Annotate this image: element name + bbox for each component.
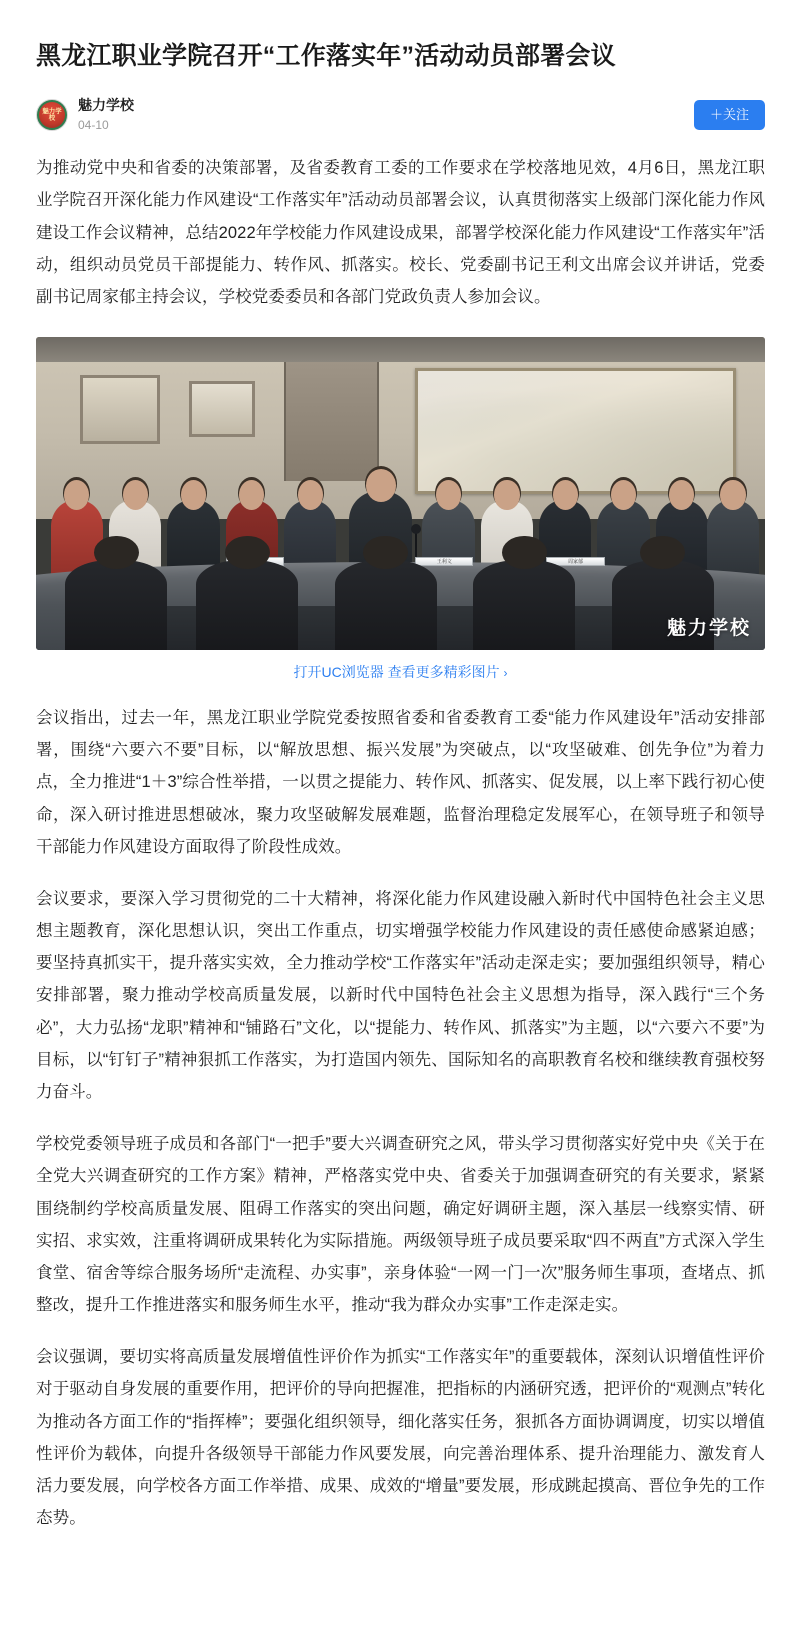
- paragraph-5: 会议强调，要切实将高质量发展增值性评价作为抓实“工作落实年”的重要载体，深刻认识增值性评价对于驱动自身发展的重要作用，把评价的导向把握准，把指标的内涵研究透，把评价的“观测点”转化为推动各方面工作的“指挥棒”；要强化组织领导，细化落实任务，狠抓各方面协调调度，切实以增值性评价为载体，向提升各级领导干部能力作风要发展，向完善治理体系、提升治理能力、激发育人活力要发展，向学校各方面工作举措、成果、成效的“增量”要发展，形成跳起摸高、晋位争先的工作态势。: [36, 1348, 765, 1528]
- page-title: 黑龙江职业学院召开“工作落实年”活动动员部署会议: [36, 42, 616, 70]
- paragraph-3: 会议要求，要深入学习贯彻党的二十大精神，将深化能力作风建设融入新时代中国特色社会主义思想主题教育，深化思想认识，突出工作重点，切实增强学校能力作风建设的责任感使命感紧迫感；要坚持真抓实干，提升落实实效，全力推动学校“工作落实年”活动走深走实；要加强组织领导，精心安排部署，聚力推动学校高质量发展，以新时代中国特色社会主义思想为指导，深入践行“三个务必”，大力弘扬“龙职”精神和“铺路石”文化，以“提能力、转作风、抓落实”为主题，以“六要六不要”为目标，以“钉钉子”精神狠抓工作落实，为打造国内领先、国际知名的高职教育名校和继续教育强校努力奋斗。: [36, 889, 765, 1101]
- photo-foreground: [36, 556, 765, 650]
- photo-nameplate: 王利文: [415, 557, 473, 566]
- photo-foreground-person: [196, 560, 298, 650]
- article-figure: [36, 337, 765, 682]
- byline-meta: [78, 96, 694, 134]
- photo-foreground-person: [65, 560, 167, 650]
- photo-watermark: 魅力学校: [666, 618, 751, 640]
- open-uc-browser-label: 打开UC浏览器 查看更多精彩图片: [293, 664, 500, 681]
- conference-photo[interactable]: [36, 337, 765, 650]
- photo-foreground-person: [335, 560, 437, 650]
- photo-nameplate: 周家郁: [546, 557, 604, 566]
- author-name[interactable]: 魅力学校: [78, 97, 134, 114]
- open-uc-browser-link[interactable]: [36, 662, 765, 682]
- article-body-rest: [36, 702, 765, 1534]
- avatar-label: 魅力学校: [42, 108, 62, 122]
- paragraph-4: 学校党委领导班子成员和各部门“一把手”要大兴调查研究之风，带头学习贯彻落实好党中央《关于在全党大兴调查研究的工作方案》精神，严格落实党中央、省委关于加强调查研究的有关要求，紧紧围绕制约学校高质量发展、阻碍工作落实的突出问题，确定好调研主题，深入基层一线察实情、研实招、求实效，注重将调研成果转化为实际措施。两级领导班子成员要采取“四不两直”方式深入学生食堂、宿舍等综合服务场所“走流程、办实事”，亲身体验“一网一门一次”服务师生事项，查堵点、抓整改，提升工作推进落实和服务师生水平，推动“我为群众办实事”工作走深走实。: [36, 1135, 765, 1315]
- avatar[interactable]: [36, 99, 68, 131]
- photo-door: [284, 362, 379, 481]
- avatar-inner: [39, 102, 65, 128]
- follow-button[interactable]: ＋关注: [694, 100, 765, 130]
- photo-wall-frame-2: [189, 381, 255, 437]
- paragraph-1: 为推动党中央和省委的决策部署，及省委教育工委的工作要求在学校落地见效，4月6日，黑龙江职业学院召开深化能力作风建设“工作落实年”活动动员部署会议，认真贯彻落实上级部门深化能力作风建设工作会议精神，总结2022年学校能力作风建设成果，部署学校深化能力作风建设“工作落实年”活动，组织动员党员干部提能力、转作风、抓落实。校长、党委副书记王利文出席会议并讲话，党委副书记周家郁主持会议，学校党委委员和各部门党政负责人参加会议。: [36, 159, 765, 306]
- chevron-right-icon: ›: [503, 666, 508, 681]
- publish-date: 04-10: [78, 118, 109, 133]
- byline: [36, 96, 765, 134]
- article-body: [36, 152, 765, 313]
- paragraph-2: 会议指出，过去一年，黑龙江职业学院党委按照省委和省委教育工委“能力作风建设年”活动安排部署，围绕“六要六不要”目标，以“解放思想、振兴发展”为突破点，以“攻坚破难、创先争位”为着力点，全力推进“1＋3”综合性举措，一以贯之提能力、转作风、抓落实、促发展，以上率下践行初心使命，深入研讨推进思想破冰，聚力攻坚破解发展难题，监督治理稳定发展军心，在领导班子和领导干部能力作风建设方面取得了阶段性成效。: [36, 709, 765, 856]
- photo-ceiling: [36, 337, 765, 362]
- photo-wall-frame-1: [80, 375, 160, 444]
- photo-foreground-person: [473, 560, 575, 650]
